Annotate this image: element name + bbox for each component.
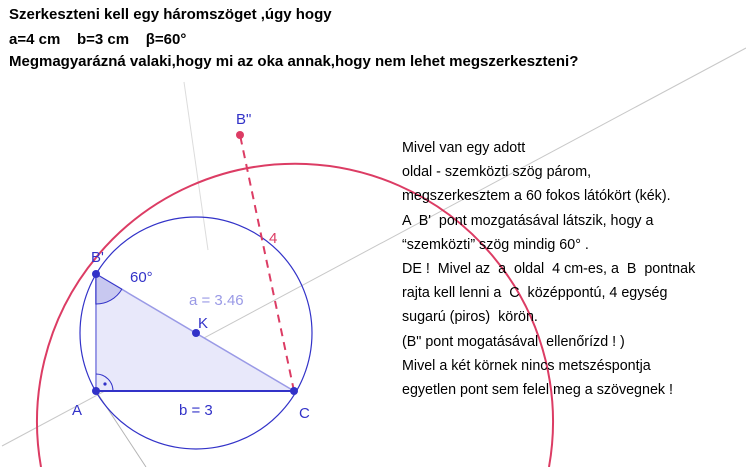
construction-line-vertical <box>184 82 208 250</box>
label-a: A <box>72 402 83 419</box>
explanation-line: Mivel van egy adott <box>402 140 526 156</box>
explanation-text <box>402 136 695 402</box>
label-side-a: a = 3.46 <box>189 292 244 309</box>
label-c: C <box>299 405 310 422</box>
label-angle-60: 60° <box>130 269 153 286</box>
label-b-double-prime: B" <box>236 111 252 128</box>
label-k: K <box>198 315 209 332</box>
explanation-line: Mivel a két körnek nincs metszéspontja <box>402 357 651 374</box>
point-b-prime[interactable] <box>92 270 100 278</box>
point-b-double-prime[interactable] <box>236 131 244 139</box>
explanation-line: sugarú (piros) körön. <box>402 309 538 326</box>
problem-line-3: Megmagyarázná valaki,hogy mi az oka annak,hogy nem lehet megszerkeszteni? <box>9 53 579 70</box>
point-a[interactable] <box>92 387 100 395</box>
label-dashed-length: 4 <box>269 230 278 247</box>
point-c[interactable] <box>290 387 298 395</box>
dashed-radius <box>240 135 294 391</box>
label-side-b: b = 3 <box>179 402 213 419</box>
explanation-line: A B' pont mozgatásával látszik, hogy a <box>402 212 654 229</box>
explanation-line: megszerkesztem a 60 fokos látókört (kék). <box>402 188 671 205</box>
explanation-line: oldal - szemközti szög párom, <box>402 164 592 181</box>
explanation-line: (B" pont mogatásával ellenőrízd ! ) <box>402 333 625 350</box>
explanation-line: DE ! Mivel az a oldal 4 cm-es, a B pontnak <box>402 261 696 278</box>
explanation-line: rajta kell lenni a C középpontú, 4 egység <box>402 285 668 302</box>
problem-line-2: a=4 cm b=3 cm β=60° <box>9 31 187 48</box>
problem-line-1: Szerkeszteni kell egy háromszöget ,úgy hogy <box>9 6 332 23</box>
right-angle-dot <box>103 382 106 385</box>
explanation-line: “szemközti” szög mindig 60° . <box>402 236 589 253</box>
label-b-prime: B' <box>91 249 104 266</box>
explanation-line: egyetlen pont sem felel meg a szövegnek ! <box>402 382 674 399</box>
